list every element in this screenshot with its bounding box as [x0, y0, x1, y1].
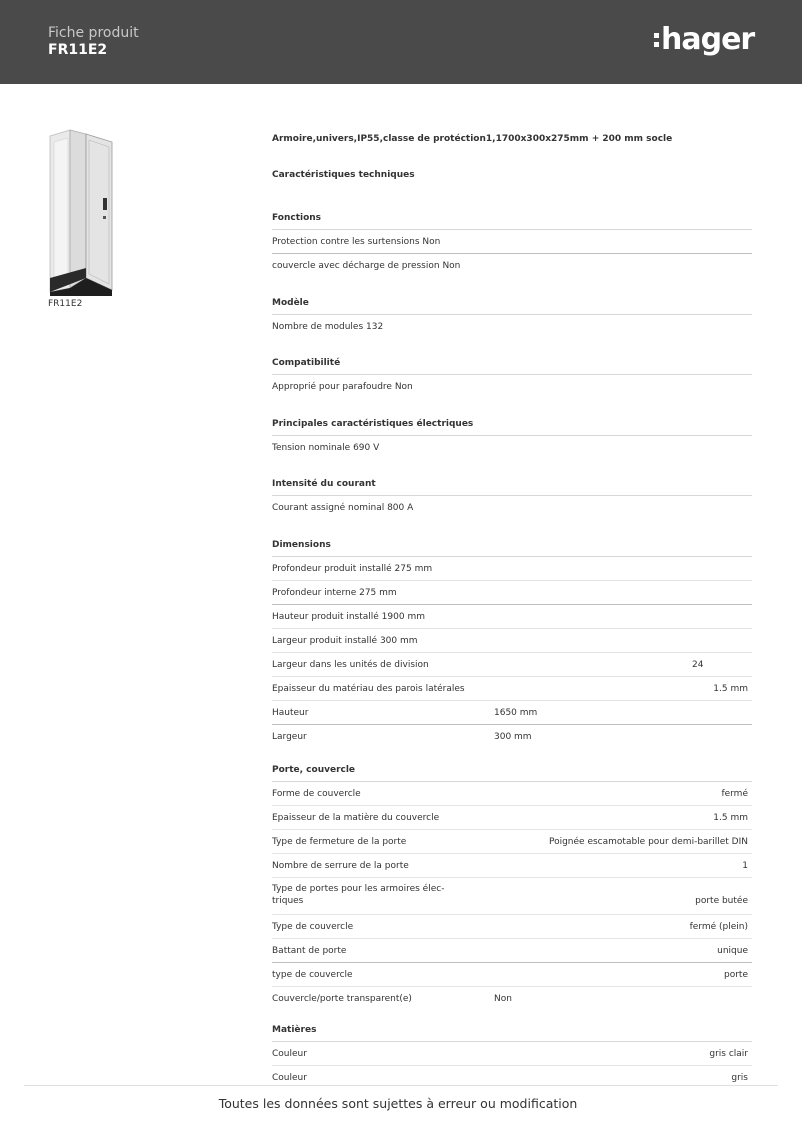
section-title: Modèle	[272, 292, 752, 315]
product-description: Armoire,univers,IP55,classe de protéction1,1700x300x275mm + 200 mm socle	[272, 134, 673, 144]
spec-value: gris	[731, 1073, 748, 1083]
spec-text: Tension nominale 690 V	[272, 443, 380, 453]
spec-text: Hauteur produit installé 1900 mm	[272, 612, 425, 622]
section-fonctions	[272, 207, 752, 277]
spec-row	[272, 254, 752, 277]
spec-row	[272, 782, 752, 806]
spec-text: Protection contre les surtensions Non	[272, 237, 441, 247]
spec-label: type de couvercle	[272, 970, 353, 980]
section-title: Matières	[272, 1019, 752, 1042]
section-title: Porte, couvercle	[272, 759, 752, 782]
spec-label: Battant de porte	[272, 946, 347, 956]
spec-label: Epaisseur du matériau des parois latérales	[272, 684, 465, 694]
section-title: Compatibilité	[272, 352, 752, 375]
spec-label: Couleur	[272, 1073, 307, 1083]
section-compatibilite	[272, 352, 752, 398]
spec-label: Type de portes pour les armoires élec-triques	[272, 884, 445, 906]
spec-row	[272, 878, 752, 915]
spec-row	[272, 315, 752, 338]
spec-text: Profondeur produit installé 275 mm	[272, 564, 433, 574]
spec-row	[272, 725, 752, 748]
spec-value: 1.5 mm	[713, 684, 748, 694]
spec-row	[272, 496, 752, 519]
section-title: Dimensions	[272, 534, 752, 557]
spec-label: Nombre de serrure de la porte	[272, 861, 409, 871]
spec-value: 1	[742, 861, 748, 871]
footer-divider	[24, 1085, 778, 1086]
header-title: FR11E2	[48, 42, 108, 58]
logo-text: hager	[661, 22, 755, 57]
spec-text: Approprié pour parafoudre Non	[272, 382, 413, 392]
logo-dots-icon	[654, 33, 659, 47]
spec-value: gris clair	[709, 1049, 748, 1059]
spec-text: couvercle avec décharge de pression Non	[272, 261, 461, 271]
spec-value: porte butée	[695, 896, 748, 906]
spec-row	[272, 854, 752, 878]
spec-label: Type de fermeture de la porte	[272, 837, 407, 847]
section-matieres	[272, 1019, 752, 1089]
tech-characteristics-title: Caractéristiques techniques	[272, 170, 415, 180]
spec-row	[272, 1042, 752, 1066]
spec-row	[272, 939, 752, 963]
section-dimensions	[272, 534, 752, 748]
spec-row	[272, 653, 752, 677]
spec-value: 24	[692, 660, 704, 670]
spec-label: Epaisseur de la matière du couvercle	[272, 813, 440, 823]
spec-row	[272, 677, 752, 701]
spec-row	[272, 915, 752, 939]
footer-disclaimer: Toutes les données sont sujettes à erreur ou modification	[218, 1096, 578, 1111]
section-title: Principales caractéristiques électriques	[272, 413, 752, 436]
spec-value: 1.5 mm	[713, 813, 748, 823]
spec-label: Type de couvercle	[272, 922, 354, 932]
hager-logo	[654, 22, 754, 58]
spec-text: Largeur produit installé 300 mm	[272, 636, 418, 646]
spec-row	[272, 605, 752, 629]
section-title: Fonctions	[272, 207, 752, 230]
spec-label: Couleur	[272, 1049, 307, 1059]
spec-row	[272, 375, 752, 398]
product-image	[46, 128, 118, 296]
section-electriques	[272, 413, 752, 459]
spec-value: unique	[717, 946, 748, 956]
spec-row	[272, 436, 752, 459]
spec-row	[272, 557, 752, 581]
spec-label: Hauteur	[272, 708, 309, 718]
spec-row	[272, 830, 752, 854]
spec-text: Nombre de modules 132	[272, 322, 384, 332]
section-intensite	[272, 473, 752, 519]
header-subtitle: Fiche produit	[48, 25, 139, 41]
section-porte-couvercle	[272, 759, 752, 1010]
spec-value: 1650 mm	[494, 708, 538, 718]
spec-label: Forme de couvercle	[272, 789, 361, 799]
spec-row	[272, 629, 752, 653]
spec-label: Largeur dans les unités de division	[272, 660, 429, 670]
spec-row	[272, 230, 752, 254]
spec-value: Non	[494, 994, 512, 1004]
spec-row	[272, 806, 752, 830]
spec-row	[272, 987, 752, 1010]
spec-row	[272, 963, 752, 987]
spec-value: fermé (plein)	[689, 922, 748, 932]
spec-label: Largeur	[272, 732, 307, 742]
spec-text: Profondeur interne 275 mm	[272, 588, 397, 598]
spec-value: fermé	[721, 789, 748, 799]
image-caption: FR11E2	[48, 299, 83, 309]
section-modele	[272, 292, 752, 338]
spec-row	[272, 581, 752, 605]
spec-value: Poignée escamotable pour demi-barillet DIN	[548, 837, 748, 847]
spec-row	[272, 701, 752, 725]
spec-value: porte	[724, 970, 748, 980]
section-title: Intensité du courant	[272, 473, 752, 496]
spec-text: Courant assigné nominal 800 A	[272, 503, 414, 513]
spec-label: Couvercle/porte transparent(e)	[272, 994, 412, 1004]
spec-value: 300 mm	[494, 732, 532, 742]
page-header	[0, 0, 802, 84]
